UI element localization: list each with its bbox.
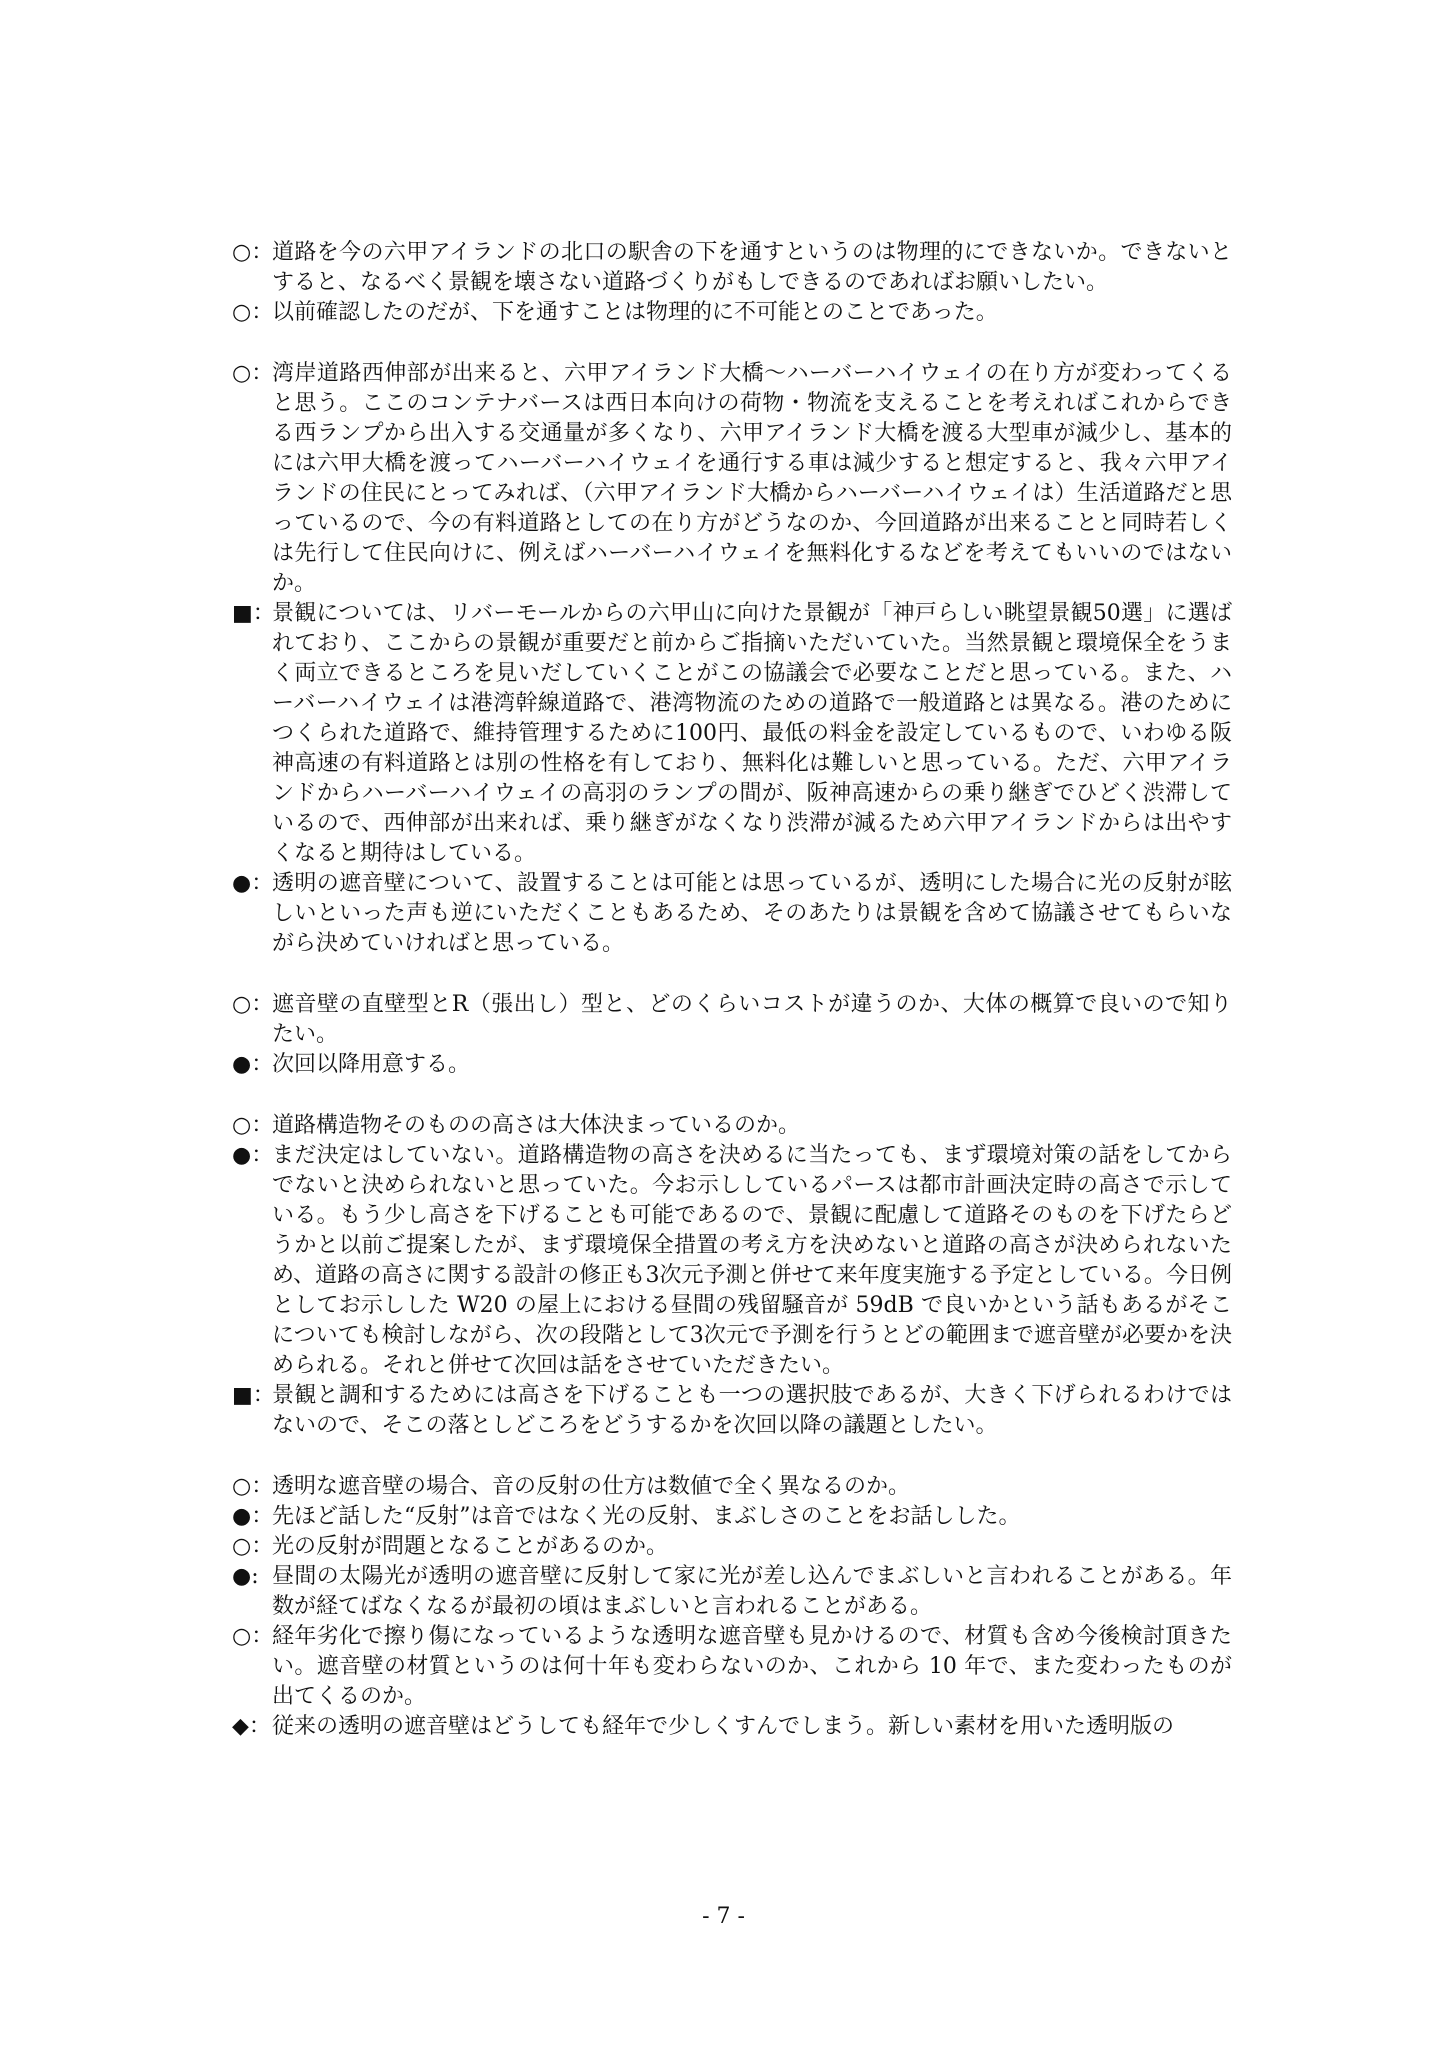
speaker-marker: ■： <box>232 1383 275 1408</box>
minutes-body <box>232 238 1232 1742</box>
speaker-marker: ○： <box>232 361 274 386</box>
speaker-marker: ○： <box>232 1624 274 1649</box>
entry-text: 湾岸道路西伸部が出来ると、六甲アイランド大橋～ハーバーハイウェイの在り方が変わってくると思う。ここのコンテナバースは西日本向けの荷物・物流を支えることを考えればこれからできる西ランプから出入する交通量が多くなり、六甲アイランド大橋を渡る大型車が減少し、基本的には六甲大橋を渡ってハーバーハイウェイを通行する車は減少すると想定すると、我々六甲アイランドの住民にとってみれば、（六甲アイランド大橋からハーバーハイウェイは）生活道路だと思っているので、今の有料道路としての在り方がどうなのか、今回道路が出来ることと同時若しくは先行して住民向けに、例えばハーバーハイウェイを無料化するなどを考えてもいいのではないか。 <box>272 361 1232 596</box>
list-item <box>232 1532 1232 1562</box>
entry-text: 透明な遮音壁の場合、音の反射の仕方は数値で全く異なるのか。 <box>272 1474 911 1499</box>
list-item <box>232 238 1232 298</box>
entry-text: 次回以降用意する。 <box>272 1052 471 1077</box>
list-item <box>232 1472 1232 1502</box>
entry-text: 光の反射が問題となることがあるのか。 <box>272 1534 669 1559</box>
list-item <box>232 1141 1232 1381</box>
speaker-marker: ■： <box>232 601 275 626</box>
speaker-marker: ●： <box>232 1052 274 1077</box>
speaker-marker: ◆： <box>232 1714 271 1739</box>
list-item <box>232 1381 1232 1441</box>
entry-text: 景観と調和するためには高さを下げることも一つの選択肢であるが、大きく下げられるわけではないので、そこの落としどころをどうするかを次回以降の議題としたい。 <box>272 1383 1232 1438</box>
speaker-marker: ●： <box>232 871 274 896</box>
paragraph-gap <box>232 328 1232 359</box>
paragraph-gap <box>232 1080 1232 1111</box>
entry-text: 透明の遮音壁について、設置することは可能とは思っているが、透明にした場合に光の反射が眩しいといった声も逆にいただくこともあるため、そのあたりは景観を含めて協議させてもらいながら決めていければと思っている。 <box>272 871 1232 956</box>
page-number: - 7 - <box>702 1904 745 1929</box>
list-item <box>232 599 1232 869</box>
speaker-marker: ○： <box>232 992 274 1017</box>
speaker-marker: ○： <box>232 300 274 325</box>
list-item <box>232 869 1232 959</box>
entry-text: 遮音壁の直壁型とR（張出し）型と、どのくらいコストが違うのか、大体の概算で良いので知りたい。 <box>272 992 1232 1047</box>
entry-text: まだ決定はしていない。道路構造物の高さを決めるに当たっても、まず環境対策の話をしてからでないと決められないと思っていた。今お示ししているパースは都市計画決定時の高さで示している。もう少し高さを下げることも可能であるので、景観に配慮して道路そのものを下げたらどうかと以前ご提案したが、まず環境保全措置の考え方を決めないと道路の高さが決められないため、道路の高さに関する設計の修正も3次元予測と併せて来年度実施する予定としている。今日例としてお示しした W20 の屋上における昼間の残留騒音が 59dB で良いかという話もあるがそこについても検討しながら、次の段階として3次元で予測を行うとどの範囲まで遮音壁が必要かを決められる。それと併せて次回は話をさせていただきたい。 <box>272 1143 1232 1378</box>
speaker-marker: ●： <box>232 1143 274 1168</box>
list-item <box>232 1712 1232 1742</box>
speaker-marker: ●: <box>232 1564 259 1589</box>
entry-text: 先ほど話した“反射”は音ではなく光の反射、まぶしさのことをお話しした。 <box>272 1504 1021 1529</box>
list-item <box>232 990 1232 1050</box>
paragraph-gap <box>232 959 1232 990</box>
entry-text: 昼間の太陽光が透明の遮音壁に反射して家に光が差し込んでまぶしいと言われることがある。年数が経てばなくなるが最初の頃はまぶしいと言われることがある。 <box>272 1564 1232 1619</box>
paragraph-gap <box>232 1441 1232 1472</box>
list-item <box>232 359 1232 599</box>
list-item <box>232 1050 1232 1080</box>
entry-text: 以前確認したのだが、下を通すことは物理的に不可能とのことであった。 <box>272 300 998 325</box>
list-item <box>232 1111 1232 1141</box>
speaker-marker: ○： <box>232 1474 274 1499</box>
entry-text: 道路構造物そのものの高さは大体決まっているのか。 <box>272 1113 801 1138</box>
list-item <box>232 1502 1232 1532</box>
entry-text: 景観については、リバーモールからの六甲山に向けた景観が「神戸らしい眺望景観50選」に選ばれており、ここからの景観が重要だと前からご指摘いただいていた。当然景観と環境保全をうまく両立できるところを見いだしていくことがこの協議会で必要なことだと思っている。また、ハーバーハイウェイは港湾幹線道路で、港湾物流のための道路で一般道路とは異なる。港のためにつくられた道路で、維持管理するために100円、最低の料金を設定しているもので、いわゆる阪神高速の有料道路とは別の性格を有しており、無料化は難しいと思っている。ただ、六甲アイランドからハーバーハイウェイの高羽のランプの間が、阪神高速からの乗り継ぎでひどく渋滞しているので、西伸部が出来れば、乗り継ぎがなくなり渋滞が減るため六甲アイランドからは出やすくなると期待はしている。 <box>272 601 1232 866</box>
speaker-marker: ○： <box>232 1113 274 1138</box>
list-item <box>232 1562 1232 1622</box>
entry-text: 道路を今の六甲アイランドの北口の駅舎の下を通すというのは物理的にできないか。できないとすると、なるべく景観を壊さない道路づくりがもしできるのであればお願いしたい。 <box>272 240 1232 295</box>
speaker-marker: ●： <box>232 1504 274 1529</box>
speaker-marker: ○： <box>232 240 274 265</box>
entry-text: 経年劣化で擦り傷になっているような透明な遮音壁も見かけるので、材質も含め今後検討頂きたい。遮音壁の材質というのは何十年も変わらないのか、これから 10 年で、また変わったものが出てくるのか。 <box>272 1624 1232 1709</box>
speaker-marker: ○： <box>232 1534 274 1559</box>
list-item <box>232 298 1232 328</box>
list-item <box>232 1622 1232 1712</box>
entry-text: 従来の透明の遮音壁はどうしても経年で少しくすんでしまう。新しい素材を用いた透明版の <box>272 1714 1175 1739</box>
